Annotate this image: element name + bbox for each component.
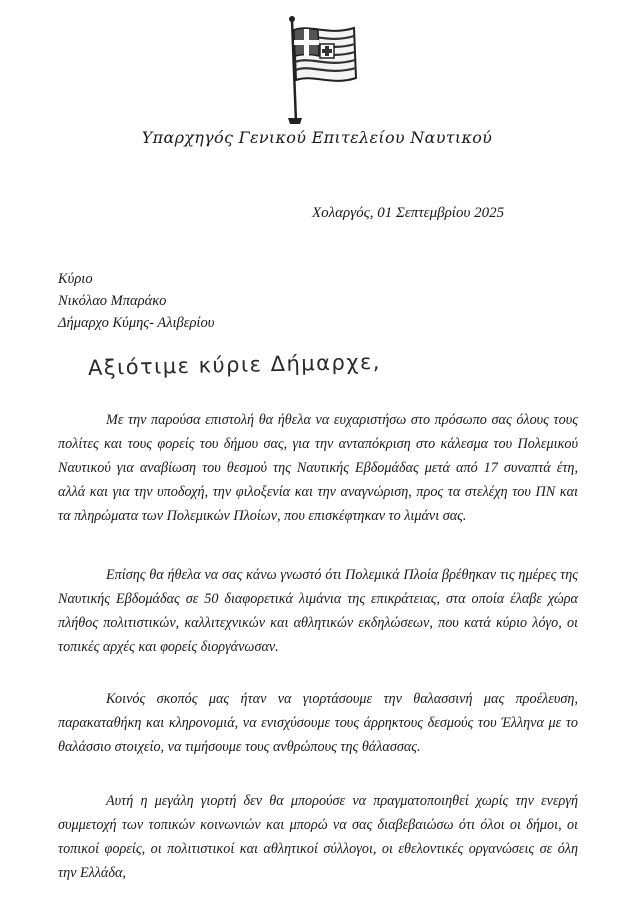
recipient-position: Δήμαρχο Κύμης- Αλιβερίου — [58, 315, 215, 331]
paragraph-text: Κοινός σκοπός μας ήταν να γιορτάσουμε την θαλασσινή μας προέλευση, παρακαταθήκη και κληρονομιά, να ενισχύσουμε τους άρρηκτους δεσμούς του Έλληνα με το θαλάσσιο στοιχείο, να τιμήσουμε τους ανθρώπους της θάλασσας. — [58, 691, 578, 755]
body-paragraph-1 — [58, 408, 578, 528]
paragraph-text: Επίσης θα ήθελα να σας κάνω γνωστό ότι Πολεμικά Πλοία βρέθηκαν τις ημέρες της Ναυτικής Εβδομάδας σε 50 διαφορετικά λιμάνια της επικράτειας, στα οποία έλαβε χώρα πλήθος πολιτιστικών, καλλιτεχνικών και αθλητικών εκδηλώσεων, που κατά κύριο λόγο, οι τοπικές αρχές και φορείς διοργάνωσαν. — [58, 567, 578, 655]
body-paragraph-4 — [58, 789, 578, 885]
greek-navy-flag-icon — [276, 14, 366, 126]
body-paragraph-2 — [58, 563, 578, 659]
letterhead-organization: Υπαρχηγός Γενικού Επιτελείου Ναυτικού — [141, 128, 493, 147]
paragraph-text: Με την παρούσα επιστολή θα ήθελα να ευχαριστήσω στο πρόσωπο σας όλους τους πολίτες και τους φορείς του δήμου σας, για την ανταπόκριση στο κάλεσμα του Πολεμικού Ναυτικού για αναβίωση του θεσμού της Ναυτικής Εβδομάδας μετά από 17 συναπτά έτη, αλλά και για την υποδοχή, την φιλοξενία και την αναγνώριση, προς τα στελέχη του ΠΝ και τα πληρώματα των Πολεμικών Πλοίων, που επισκέφτηκαν το λιμάνι σας. — [58, 412, 578, 524]
recipient-title: Κύριο — [58, 271, 93, 287]
date-line: Χολαργός, 01 Σεπτεμβρίου 2025 — [312, 205, 505, 221]
recipient-name: Νικόλαο Μπαράκο — [58, 293, 167, 309]
handwritten-salutation: Αξιότιμε κύριε Δήμαρχε, — [87, 349, 382, 380]
paragraph-text: Αυτή η μεγάλη γιορτή δεν θα μπορούσε να πραγματοποιηθεί χωρίς την ενεργή συμμετοχή των τοπικών κοινωνιών και μπορώ να σας διαβεβαιώσω ότι όλοι οι δήμοι, οι τοπικοί φορείς, οι πολιτιστικοί και αθλητικοί σύλλογοι, οι εθελοντικές οργανώσεις σε όλη την Ελλάδα, — [58, 793, 578, 881]
body-paragraph-3 — [58, 687, 578, 759]
recipient-block — [58, 268, 214, 334]
